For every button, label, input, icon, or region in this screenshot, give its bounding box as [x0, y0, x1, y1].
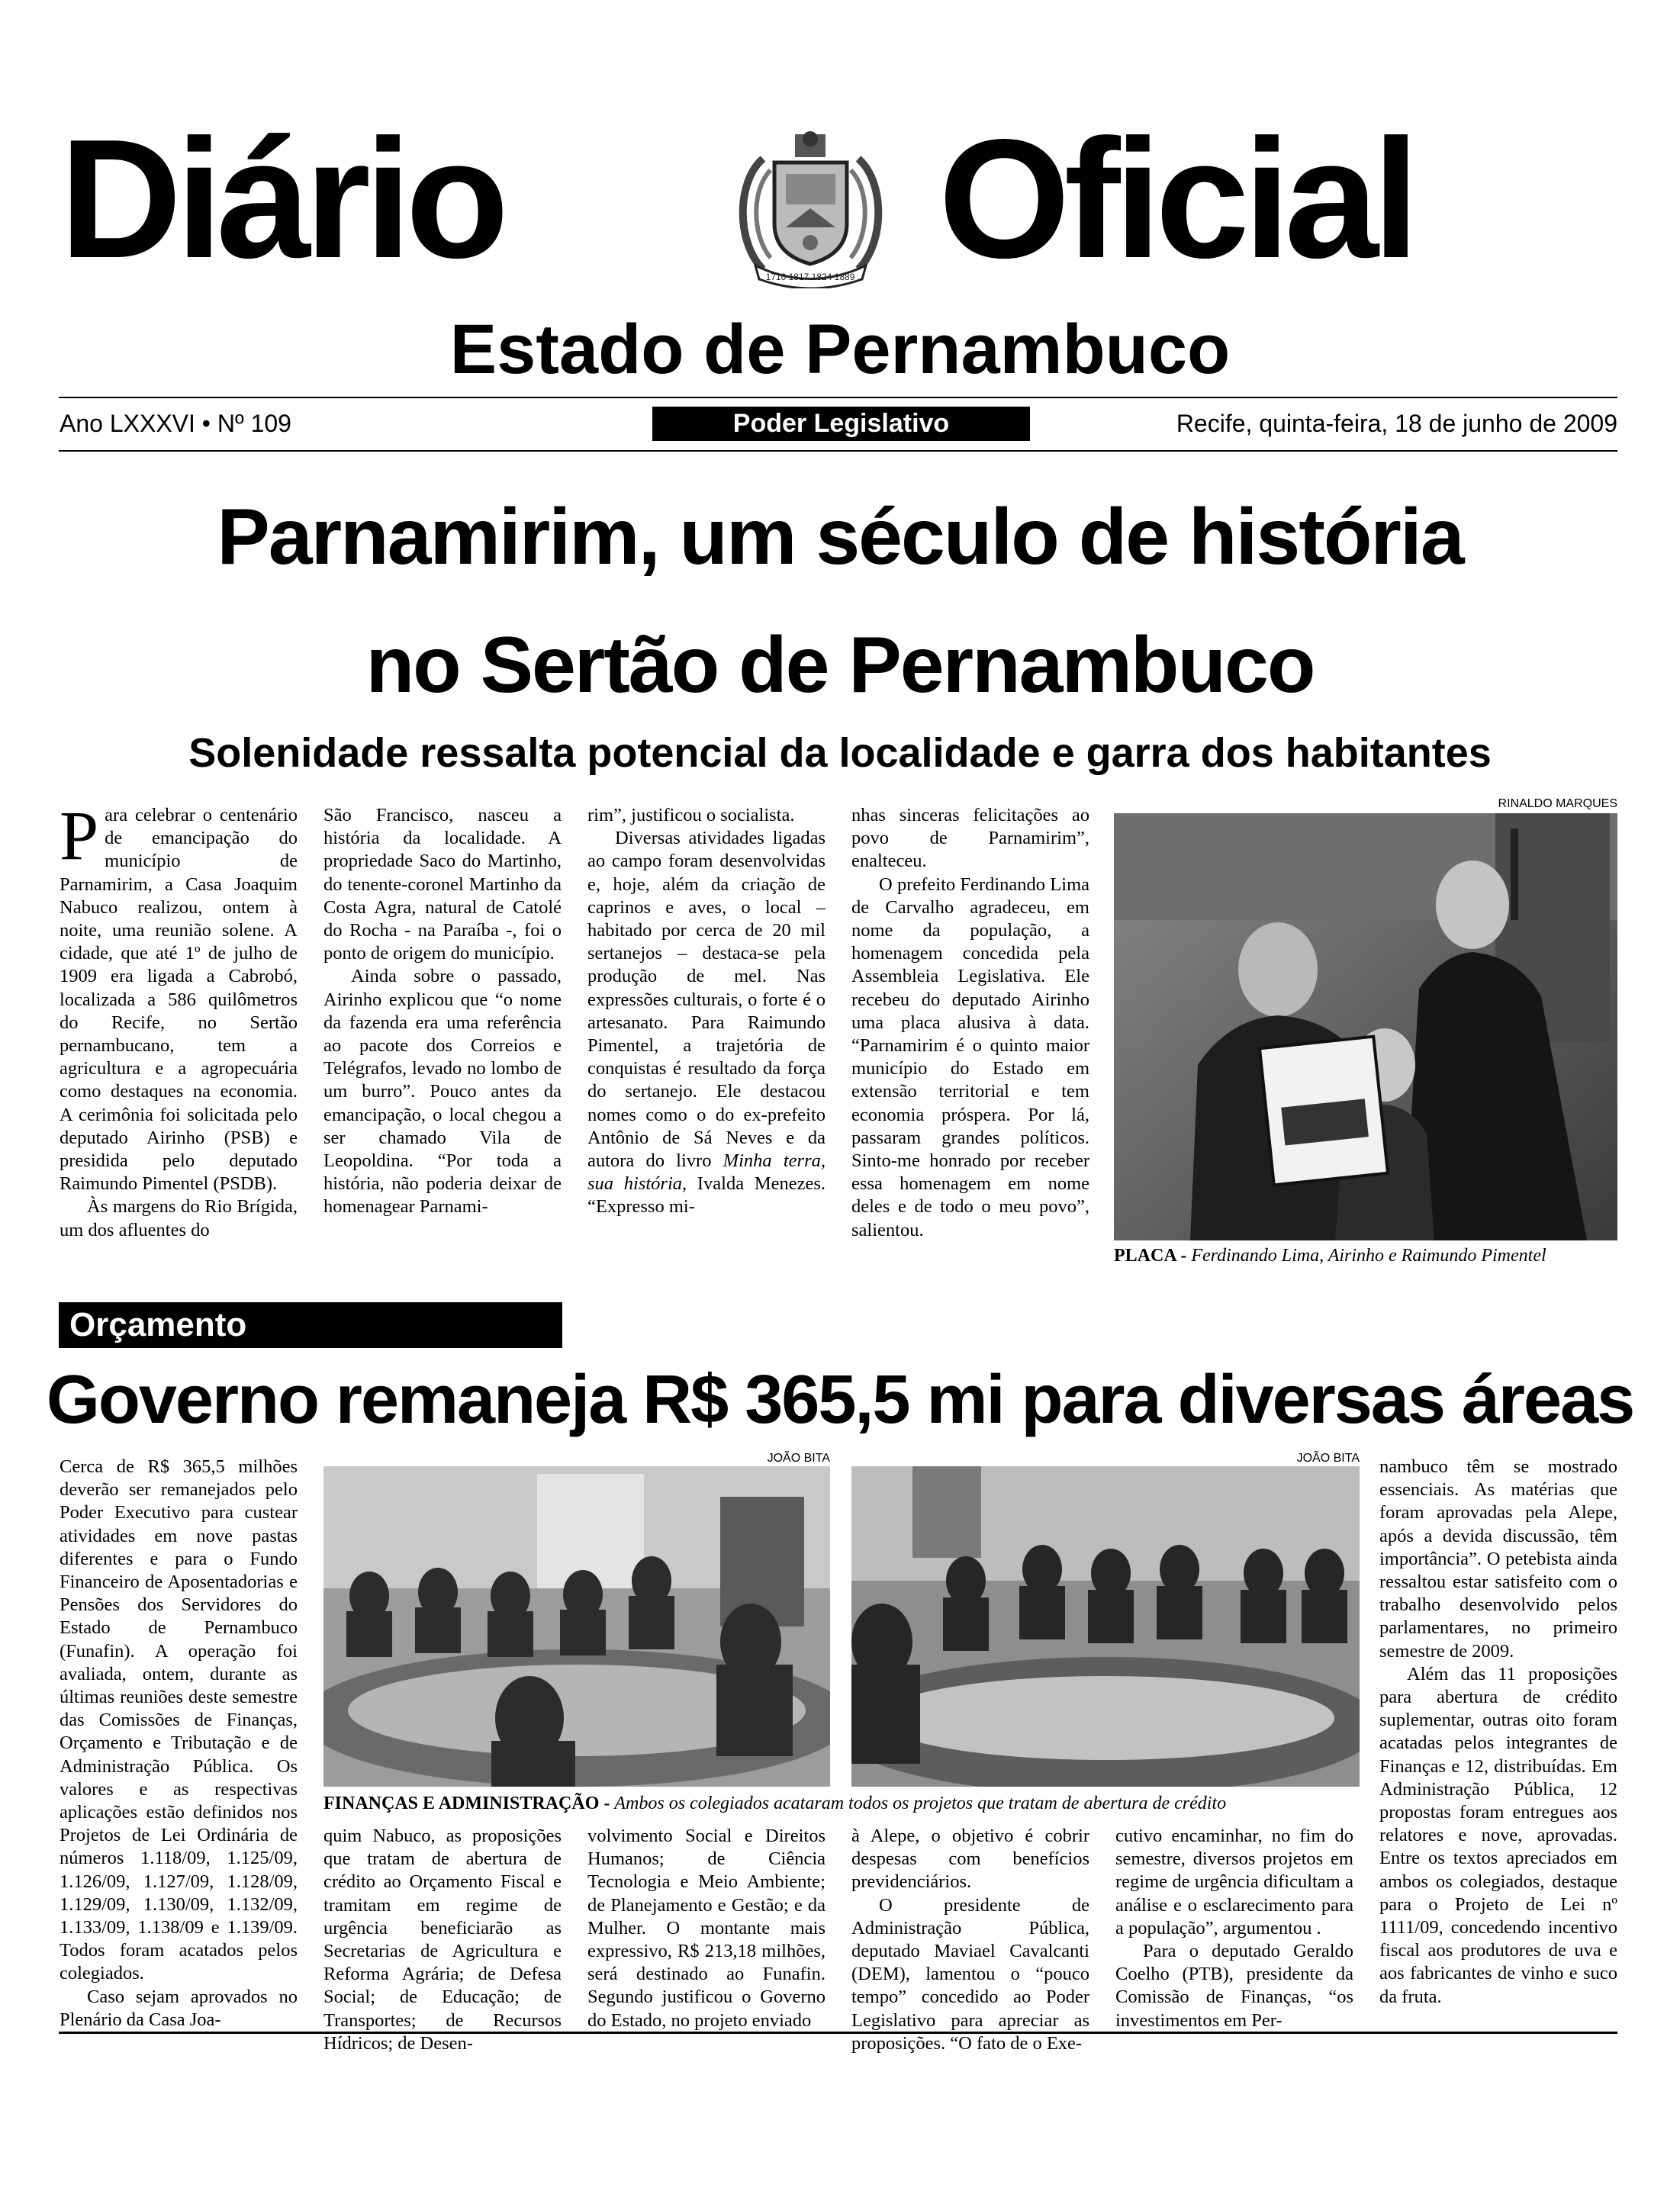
article2-col4-para2: O presidente de Administração Pública, deputado Maviael Cavalcanti (DEM), lamentou o “pouco tempo” concedido ao Poder Legislativo para apreciar as proposições. “O fato de o Exe-	[851, 1894, 1089, 2054]
book-title: Minha terra, sua história	[587, 1150, 826, 1195]
article2-column-3	[587, 1825, 826, 2032]
article1-col4-para1: nhas sinceras felicitações ao povo de Parnamirim”, enalteceu.	[851, 805, 1089, 872]
masthead-top-rule	[59, 397, 1617, 398]
article2-photo-caption	[323, 1793, 1361, 1815]
page-bottom-rule	[59, 2032, 1617, 2034]
article1-col2-para1: São Francisco, nasceu a história da localidade. A propriedade Saco do Martinho, do tenente-coronel Martinho da Costa Agra, natural de Catolé do Rocha - na Paraíba -, foi o ponto de origem do município.	[323, 805, 562, 964]
article2-col4-para1: à Alepe, o objetivo é cobrir despesas com benefícios previdenciários.	[851, 1826, 1089, 1893]
masthead-bottom-rule	[59, 450, 1617, 452]
article1-column-4	[851, 804, 1089, 1242]
article2-col1-para1: Cerca de R$ 365,5 milhões deverão ser remanejados pelo Poder Executivo para custear atividades em nove pastas diferentes e para o Fundo Financeiro de Aposentadorias e Pensões dos Servidores do Estado de Pernambuco (Funafin). A operação foi avaliada, ontem, durante as últimas reuniões deste semestre das Comissões de Finanças, Orçamento e Tributação e de Administração Pública. Os valores e as respectivas aplicações estão definidos nos Projetos de Lei Ordinária de números 1.118/09, 1.125/09, 1.126/09, 1.127/09, 1.128/09, 1.129/09, 1.130/09, 1.132/09, 1.133/09, 1.138/09 e 1.139/09. Todos foram acatados pelos colegiados.	[60, 1456, 298, 1984]
article1-col4-para2: O prefeito Ferdinando Lima de Carvalho agradeceu, em nome da população, a homenagem concedida pela Assembleia Legislativa. Ele recebeu do deputado Airinho uma placa alusiva à data. “Parnamirim é o quinto maior município do Estado em extensão territorial e tem economia próspera. Por lá, passaram grandes políticos. Sinto-me honrado por receber essa homenagem em nome deles e de todo o meu povo”, salientou.	[851, 874, 1089, 1240]
article2-photo2-credit: JOÃO BITA	[1296, 1452, 1360, 1465]
caption-text: Ferdinando Lima, Airinho e Raimundo Pimentel	[1191, 1246, 1546, 1266]
article2-col5-para2: Para o deputado Geraldo Coelho (PTB), presidente da Comissão de Finanças, “os investimentos em Per-	[1115, 1941, 1353, 2031]
dropcap-letter: P	[60, 796, 99, 874]
article2-column-4	[851, 1825, 1089, 2055]
article1-col1-para2: Às margens do Rio Brígida, um dos afluentes do	[60, 1196, 298, 1240]
dateline: Recife, quinta-feira, 18 de junho de 2009	[1176, 410, 1617, 437]
article1-headline-line2: no Sertão de Pernambuco	[365, 621, 1315, 709]
article1-column-1	[60, 796, 298, 1242]
article2-column-2	[323, 1825, 562, 2055]
article1-col3-para2: Diversas atividades ligadas ao campo foram desenvolvidas e, hoje, além da criação de caprinos e aves, o local – habitado por cerca de 20 mil sertanejos – destaca-se pela produção de mel. Nas expressões culturais, o forte é o artesanato. Para Raimundo Pimentel, a trajetória de conquistas é resultado da força do sertanejo. Ele destacou nomes como o do ex-prefeito Antônio de Sá Neves e da autora do livro Minha terra, sua história, Ivalda Menezes. “Expresso mi-	[587, 828, 826, 1218]
article2-column-1	[60, 1456, 298, 2032]
article2-kicker: Orçamento	[59, 1302, 562, 1348]
coat-of-arms-emblem	[732, 128, 889, 288]
article2-photo1-credit: JOÃO BITA	[767, 1452, 830, 1465]
article2-col6-para1: nambuco têm se mostrado essenciais. As matérias que foram aprovadas pela Alepe, após a devida discussão, têm importância”. O petebista ainda ressaltou estar satisfeito com o trabalho desenvolvido pelos parlamentares, no primeiro semestre de 2009.	[1379, 1456, 1617, 1662]
coat-of-arms-dates: 1710 1817 1824 1889	[765, 272, 855, 282]
article1-deck: Solenidade ressalta potencial da localidade e garra dos habitantes	[188, 730, 1492, 776]
caption-text: Ambos os colegiados acataram todos os projetos que tratam de abertura de crédito	[614, 1794, 1227, 1813]
section-label: Poder Legislativo	[652, 407, 1030, 441]
article2-column-5	[1115, 1825, 1353, 2032]
edition-number: Ano LXXXVI • Nº 109	[60, 410, 291, 437]
article2-col3-para1: volvimento Social e Direitos Humanos; de Ciência Tecnologia e Meio Ambiente; de Planejamento e Gestão; e da Mulher. O montante mais expressivo, R$ 213,18 milhões, será destinado ao Funafin. Segundo justificou o Governo do Estado, no projeto enviado	[587, 1826, 826, 2031]
article1-column-3	[587, 804, 826, 1219]
article2-headline: Governo remaneja R$ 365,5 mi para diversas áreas	[46, 1362, 1634, 1438]
article1-col1-para1: ara celebrar o centenário de emancipação do município de Parnamirim, a Casa Joaquim Nabuco realizou, ontem à noite, uma reunião solene. A cidade, que até 1º de julho de 1909 era ligada a Cabrobó, localizada a 586 quilômetros do Recife, no Sertão pernambucano, tem a agricultura e a agropecuária como destaques na economia. A cerimônia foi solicitada pelo deputado Airinho (PSB) e presidida pelo deputado Raimundo Pimentel (PSDB).	[60, 805, 298, 1195]
article1-ceremony-photo	[1114, 813, 1617, 1240]
masthead-title-left: Diário	[60, 105, 504, 294]
article2-col2-para1: quim Nabuco, as proposições que tratam de abertura de crédito ao Orçamento Fiscal e tramitam em regime de urgência beneficiarão as Secretarias de Agricultura e Reforma Agrária; de Defesa Social; de Educação; de Transportes; de Recursos Hídricos; de Desen-	[323, 1826, 562, 2054]
article1-col2-para2: Ainda sobre o passado, Airinho explicou que “o nome da fazenda era uma referência ao pacote dos Correios e Telégrafos, levado no lombo de um burro”. Pouco antes da emancipação, o local chegou a ser chamado Vila de Leopoldina. “Por toda a história, não poderia deixar de homenagear Parnami-	[323, 966, 562, 1218]
article1-col3-para1: rim”, justificou o socialista.	[587, 805, 795, 825]
masthead-title-right: Oficial	[938, 105, 1414, 294]
article2-photo-finance-committee	[323, 1466, 830, 1787]
article2-photo-administration-committee	[851, 1466, 1360, 1787]
article1-column-2	[323, 804, 562, 1219]
article2-column-6	[1379, 1456, 1617, 2009]
article2-col6-para2: Além das 11 proposições para abertura de crédito suplementar, outras oito foram acatadas pelos integrantes de Finanças e 12, distribuídas. Em Administração Pública, 12 propostas foram entregues aos relatores e nove, aprovadas. Entre os textos apreciados em ambos os colegiados, destaque para o Projeto de Lei nº 1111/09, concedendo incentivo fiscal aos produtores de uva e aos fabricantes de vinho e suco da fruta.	[1379, 1663, 1617, 2007]
article1-photo-caption	[1114, 1245, 1633, 1267]
caption-label: PLACA -	[1114, 1246, 1192, 1266]
article2-col5-para1: cutivo encaminhar, no fim do semestre, diversos projetos em regime de urgência dificultam a análise e o esclarecimento para a população”, argumentou .	[1115, 1826, 1353, 1938]
caption-label: FINANÇAS E ADMINISTRAÇÃO -	[323, 1794, 615, 1813]
article1-headline-line1: Parnamirim, um século de história	[217, 493, 1463, 581]
article2-col1-para2: Caso sejam aprovados no Plenário da Casa Joa-	[60, 1986, 298, 2030]
article1-photo-credit: RINALDO MARQUES	[1498, 797, 1617, 810]
masthead-subtitle: Estado de Pernambuco	[449, 310, 1231, 388]
